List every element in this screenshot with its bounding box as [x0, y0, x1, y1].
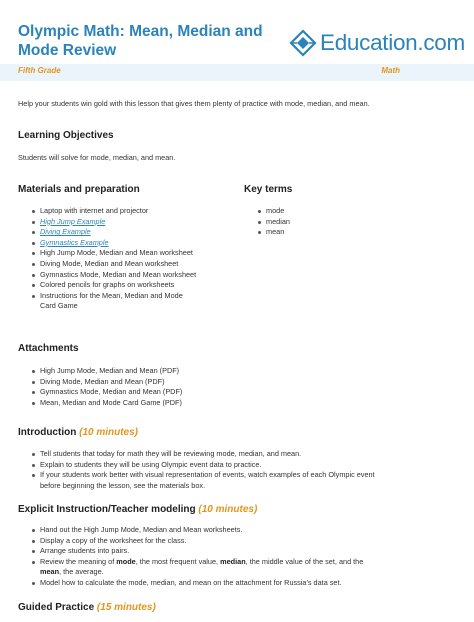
list-item-continuation: before beginning the lesson, see the materials box.	[40, 480, 206, 490]
title-line-2: Mode Review	[18, 42, 117, 59]
page-title	[18, 22, 288, 60]
list-item: mean	[256, 227, 290, 238]
key-terms-heading: Key terms	[244, 184, 293, 195]
introduction-time: (10 minutes)	[79, 427, 139, 438]
subject-label: Math	[381, 66, 400, 75]
list-item-continuation-text: Card Game	[40, 301, 78, 311]
introduction-heading	[18, 427, 138, 438]
learning-objectives-heading: Learning Objectives	[18, 130, 114, 141]
key-terms-list	[256, 206, 290, 238]
list-item: Model how to calculate the mode, median, and mean on the attachment for Russia's data set.	[30, 578, 363, 589]
review-text-3: , the middle value of the set, and the	[245, 556, 364, 566]
list-item[interactable]: Diving Mode, Median and Mean (PDF)	[30, 377, 182, 388]
materials-heading: Materials and preparation	[18, 184, 140, 195]
explicit-instruction-heading-label: Explicit Instruction/Teacher modeling	[18, 504, 196, 515]
explicit-instruction-time: (10 minutes)	[198, 504, 258, 515]
grade-subject-band	[0, 64, 474, 81]
list-item[interactable]	[30, 217, 230, 228]
diving-example-link[interactable]: Diving Example	[40, 227, 91, 237]
list-item[interactable]: Gymnastics Mode, Median and Mean (PDF)	[30, 387, 182, 398]
list-item[interactable]	[30, 238, 230, 249]
guided-practice-heading-label: Guided Practice	[18, 602, 95, 613]
list-item: Explain to students they will be using Olympic event data to practice.	[30, 460, 375, 471]
materials-list	[30, 206, 230, 312]
high-jump-example-link[interactable]: High Jump Example	[40, 216, 106, 226]
introduction-heading-label: Introduction	[18, 427, 77, 438]
explicit-instruction-list	[30, 525, 363, 589]
list-item: Tell students that today for math they will be reviewing mode, median, and mean.	[30, 449, 375, 460]
list-item: Hand out the High Jump Mode, Median and Mean worksheets.	[30, 525, 363, 536]
list-item: Instructions for the Mean, Median and Mode	[30, 291, 230, 302]
list-item[interactable]: Mean, Median and Mode Card Game (PDF)	[30, 398, 182, 409]
list-item: High Jump Mode, Median and Mean worksheet	[30, 248, 230, 259]
education-com-logo[interactable]	[288, 26, 465, 66]
explicit-instruction-heading	[18, 504, 257, 515]
guided-practice-heading	[18, 602, 156, 613]
learning-objectives-text: Students will solve for mode, median, and mean.	[18, 153, 176, 162]
list-item: Gymnastics Mode, Median and Mean worksheet	[30, 270, 230, 281]
brand-name: Education.com	[320, 30, 465, 55]
attachments-heading: Attachments	[18, 343, 79, 354]
term-median: median	[220, 556, 246, 566]
list-item: Colored pencils for graphs on worksheets	[30, 280, 230, 291]
term-mode: mode	[116, 556, 136, 566]
list-item: Laptop with internet and projector	[30, 206, 230, 217]
attachments-list	[30, 366, 182, 408]
lesson-intro: Help your students win gold with this lesson that gives them plenty of practice with mode, median, and mean.	[18, 99, 370, 108]
guided-practice-time: (15 minutes)	[96, 602, 156, 613]
list-item: Diving Mode, Median and Mean worksheet	[30, 259, 230, 270]
introduction-list	[30, 449, 375, 491]
term-mean: mean	[40, 567, 60, 577]
title-line-1: Olympic Math: Mean, Median and	[18, 23, 263, 40]
list-item: Arrange students into pairs.	[30, 546, 363, 557]
review-text-2: , the most frequent value,	[135, 556, 221, 566]
gymnastics-example-link[interactable]: Gymnastics Example	[40, 237, 109, 247]
list-item[interactable]	[30, 227, 230, 238]
list-item: Display a copy of the worksheet for the class.	[30, 536, 363, 547]
list-item[interactable]: High Jump Mode, Median and Mean (PDF)	[30, 366, 182, 377]
logo-mark-icon	[288, 28, 318, 58]
review-text-5: , the average.	[59, 567, 104, 577]
review-text-1: Review the meaning of	[40, 556, 117, 566]
list-item-continuation	[30, 567, 363, 578]
list-item: mode	[256, 206, 290, 217]
list-item-continuation	[30, 301, 230, 312]
list-item: If your students work better with visual representation of events, watch examples of each Olympic event	[30, 470, 375, 481]
grade-label: Fifth Grade	[18, 66, 61, 75]
list-item: median	[256, 217, 290, 228]
list-item-review-terms	[30, 557, 363, 568]
